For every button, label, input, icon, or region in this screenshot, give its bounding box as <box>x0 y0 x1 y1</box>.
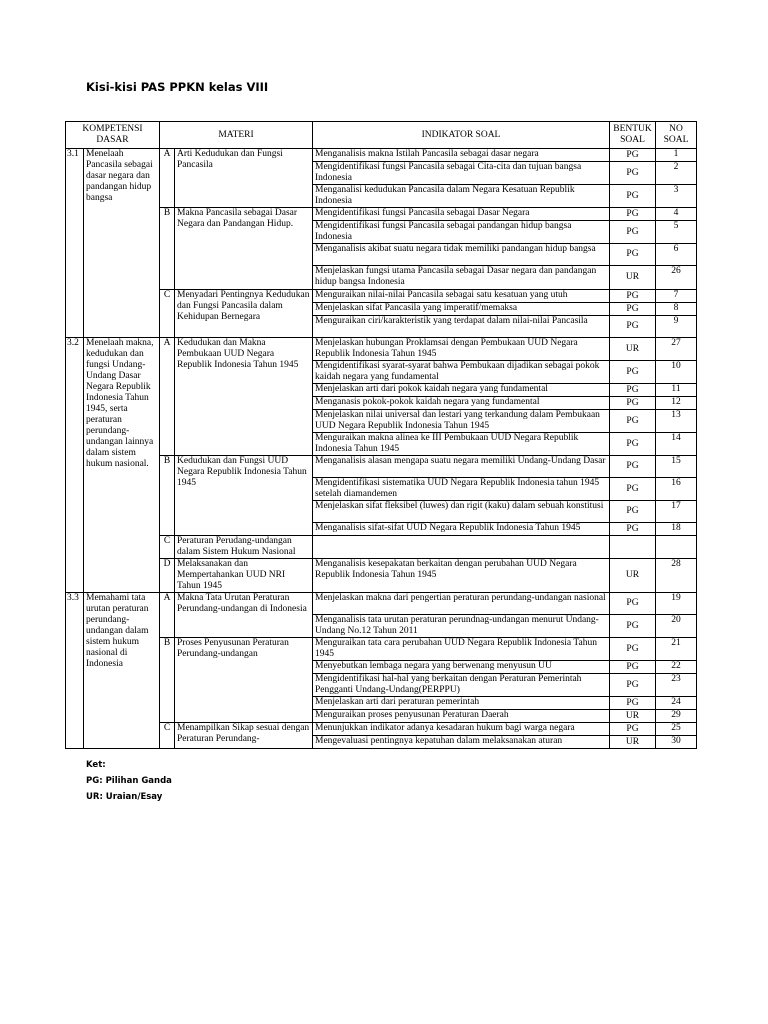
bentuk-cell: PG <box>610 593 656 615</box>
indikator-cell: Menganalisis makna Istilah Pancasila sebagai dasar negara <box>313 149 610 162</box>
table-row <box>66 456 697 478</box>
header-kompetensi-dasar: KOMPETENSI DASAR <box>66 122 160 149</box>
bentuk-cell: PG <box>610 221 656 244</box>
no-cell <box>656 536 697 559</box>
indikator-cell: Menguraikan nilai-nilai Pancasila sebagai satu kesatuan yang utuh <box>313 290 610 303</box>
indikator-cell: Menjelaskan fungsi utama Pancasila sebagai Dasar negara dan pandangan hidup bangsa Indonesia <box>313 266 610 290</box>
table-row <box>66 638 697 661</box>
table-row <box>66 723 697 736</box>
no-cell: 9 <box>656 316 697 338</box>
materi-letter: A <box>160 149 175 208</box>
no-cell: 3 <box>656 185 697 208</box>
bentuk-cell: UR <box>610 559 656 593</box>
bentuk-cell: UR <box>610 266 656 290</box>
legend-notes <box>86 757 172 805</box>
indikator-cell: Menganasis pokok-pokok kaidah negara yang fundamental <box>313 397 610 410</box>
table-row <box>66 290 697 303</box>
bentuk-cell: PG <box>610 674 656 697</box>
materi-text: Proses Penyusunan Peraturan Perundang-undangan <box>175 638 313 723</box>
table-row <box>66 559 697 593</box>
indikator-cell: Menyebutkan lembaga negara yang berwenang menyusun UU <box>313 661 610 674</box>
no-cell: 17 <box>656 501 697 523</box>
materi-letter: B <box>160 208 175 290</box>
bentuk-cell: PG <box>610 697 656 710</box>
no-cell: 29 <box>656 710 697 723</box>
indikator-cell: Menganalisi kedudukan Pancasila dalam Negara Kesatuan Republik Indonesia <box>313 185 610 208</box>
materi-letter: D <box>160 559 175 593</box>
bentuk-cell: PG <box>610 208 656 221</box>
header-bentuk-soal: BENTUK SOAL <box>610 122 656 149</box>
table-row <box>66 338 697 361</box>
indikator-cell: Mengidentifikasi fungsi Pancasila sebagai Cita-cita dan tujuan bangsa Indonesia <box>313 162 610 185</box>
no-cell: 23 <box>656 674 697 697</box>
bentuk-cell: PG <box>610 433 656 456</box>
bentuk-cell: PG <box>610 185 656 208</box>
bentuk-cell: PG <box>610 723 656 736</box>
no-cell: 26 <box>656 266 697 290</box>
bentuk-cell: PG <box>610 638 656 661</box>
kd-code: 3.3 <box>66 593 84 749</box>
kd-text: Menelaah makna, kedudukan dan fungsi Undang-Undang Dasar Negara Republik Indonesia Tahun 1945, serta peraturan perundang-undangan lainnya dalam sistem hukum nasional. <box>84 338 160 593</box>
bentuk-cell: PG <box>610 303 656 316</box>
indikator-cell: Menjelaskan makna dari pengertian peraturan perundang-undangan nasional <box>313 593 610 615</box>
bentuk-cell: PG <box>610 410 656 433</box>
no-cell: 19 <box>656 593 697 615</box>
indikator-cell: Mengevaluasi pentingnya kepatuhan dalam melaksanakan aturan <box>313 736 610 749</box>
indikator-cell: Menguraikan ciri/karakteristik yang terdapat dalam nilai-nilai Pancasila <box>313 316 610 338</box>
no-cell: 18 <box>656 523 697 536</box>
kd-text: Menelaah Pancasila sebagai dasar negara dan pandangan hidup bangsa <box>84 149 160 338</box>
materi-letter: A <box>160 338 175 456</box>
bentuk-cell: PG <box>610 661 656 674</box>
indikator-cell: Menguraikan makna alinea ke III Pembukaan UUD Negara Republik Indonesia Tahun 1945 <box>313 433 610 456</box>
indikator-cell: Menjelaskan arti dari peraturan pemerintah <box>313 697 610 710</box>
no-cell: 8 <box>656 303 697 316</box>
materi-letter: A <box>160 593 175 638</box>
no-cell: 14 <box>656 433 697 456</box>
bentuk-cell: PG <box>610 316 656 338</box>
materi-letter: C <box>160 723 175 749</box>
no-cell: 1 <box>656 149 697 162</box>
indikator-cell: Menganalisis kesepakatan berkaitan dengan perubahan UUD Negara Republik Indonesia Tahun 1945 <box>313 559 610 593</box>
no-cell: 22 <box>656 661 697 674</box>
indikator-cell: Mengidentifikasi fungsi Pancasila sebagai pandangan hidup bangsa Indonesia <box>313 221 610 244</box>
notes-ur: UR: Uraian/Esay <box>86 792 163 802</box>
no-cell: 20 <box>656 615 697 638</box>
table-row <box>66 593 697 615</box>
indikator-cell: Mengidentifikasi sistematika UUD Negara Republik Indonesia tahun 1945 setelah diamandemen <box>313 478 610 501</box>
no-cell: 30 <box>656 736 697 749</box>
indikator-cell: Menganalisis akibat suatu negara tidak memiliki pandangan hidup bangsa <box>313 244 610 266</box>
header-materi: MATERI <box>160 122 313 149</box>
bentuk-cell: PG <box>610 361 656 384</box>
kisi-kisi-table-container <box>65 121 696 749</box>
kisi-kisi-table <box>65 121 697 749</box>
no-cell: 24 <box>656 697 697 710</box>
kd-text: Memahami tata urutan peraturan perundang-undangan dalam sistem hukum nasional di Indonesia <box>84 593 160 749</box>
no-cell: 4 <box>656 208 697 221</box>
bentuk-cell: PG <box>610 615 656 638</box>
no-cell: 21 <box>656 638 697 661</box>
bentuk-cell: PG <box>610 149 656 162</box>
indikator-cell: Menjelaskan sifat fleksibel (luwes) dan rigit (kaku) dalam sebuah konstitusi <box>313 501 610 523</box>
materi-letter: C <box>160 536 175 559</box>
no-cell: 13 <box>656 410 697 433</box>
bentuk-cell: UR <box>610 736 656 749</box>
bentuk-cell: PG <box>610 501 656 523</box>
no-cell: 15 <box>656 456 697 478</box>
bentuk-cell: PG <box>610 478 656 501</box>
no-cell: 6 <box>656 244 697 266</box>
materi-letter: C <box>160 290 175 338</box>
table-row <box>66 149 697 162</box>
materi-text: Peraturan Perudang-undangan dalam Sistem Hukum Nasional <box>175 536 313 559</box>
indikator-cell: Menganalisis sifat-sifat UUD Negara Republik Indonesia Tahun 1945 <box>313 523 610 536</box>
notes-pg: PG: Pilihan Ganda <box>86 776 172 786</box>
indikator-cell: Mengidentifikasi fungsi Pancasila sebagai Dasar Negara <box>313 208 610 221</box>
no-cell: 12 <box>656 397 697 410</box>
bentuk-cell: UR <box>610 338 656 361</box>
no-cell: 7 <box>656 290 697 303</box>
no-cell: 28 <box>656 559 697 593</box>
indikator-cell: Menjelaskan hubungan Proklamsai dengan Pembukaan UUD Negara Republik Indonesia Tahun 1945 <box>313 338 610 361</box>
indikator-cell: Menjelaskan nilai universal dan lestari yang terkandung dalam Pembukaan UUD Negara Republik Indonesia Tahun 1945 <box>313 410 610 433</box>
no-cell: 2 <box>656 162 697 185</box>
bentuk-cell: PG <box>610 244 656 266</box>
kd-code: 3.1 <box>66 149 84 338</box>
no-cell: 16 <box>656 478 697 501</box>
bentuk-cell: PG <box>610 397 656 410</box>
materi-text: Makna Tata Urutan Peraturan Perundang-undangan di Indonesia <box>175 593 313 638</box>
indikator-cell: Menjelaskan arti dari pokok kaidah negara yang fundamental <box>313 384 610 397</box>
indikator-cell: Menganalisis tata urutan peraturan perundnag-undangan menurut Undang-Undang No.12 Tahun 2011 <box>313 615 610 638</box>
table-row <box>66 536 697 559</box>
materi-text: Menampilkan Sikap sesuai dengan Peraturan Perundang- <box>175 723 313 749</box>
table-row <box>66 208 697 221</box>
header-indikator-soal: INDIKATOR SOAL <box>313 122 610 149</box>
indikator-cell: Menganalisis alasan mengapa suatu negara memiliki Undang-Undang Dasar <box>313 456 610 478</box>
indikator-cell: Mengidentifikasi hal-hal yang berkaitan dengan Peraturan Pemerintah Pengganti Undang-Undang(PERPPU) <box>313 674 610 697</box>
indikator-cell: Menjelaskan sifat Pancasila yang imperatif/memaksa <box>313 303 610 316</box>
materi-text: Makna Pancasila sebagai Dasar Negara dan Pandangan Hidup. <box>175 208 313 290</box>
bentuk-cell: PG <box>610 523 656 536</box>
no-cell: 25 <box>656 723 697 736</box>
no-cell: 27 <box>656 338 697 361</box>
bentuk-cell: PG <box>610 162 656 185</box>
indikator-cell: Menunjukkan indikator adanya kesadaran hukum bagi warga negara <box>313 723 610 736</box>
indikator-cell: Mengidentifikasi syarat-syarat bahwa Pembukaan dijadikan sebagai pokok kaidah negara yang fundamental <box>313 361 610 384</box>
materi-text: Melaksanakan dan Mempertahankan UUD NRI Tahun 1945 <box>175 559 313 593</box>
materi-text: Kedudukan dan Fungsi UUD Negara Republik Indonesia Tahun 1945 <box>175 456 313 536</box>
page-title: Kisi-kisi PAS PPKN kelas VIII <box>86 80 269 94</box>
bentuk-cell: UR <box>610 710 656 723</box>
header-no-soal: NO SOAL <box>656 122 697 149</box>
bentuk-cell <box>610 536 656 559</box>
materi-text: Kedudukan dan Makna Pembukaan UUD Negara Republik Indonesia Tahun 1945 <box>175 338 313 456</box>
no-cell: 11 <box>656 384 697 397</box>
indikator-cell: Menguraikan tata cara perubahan UUD Negara Republik Indonesia Tahun 1945 <box>313 638 610 661</box>
indikator-cell: Menguraikan proses penyusunan Peraturan Daerah <box>313 710 610 723</box>
indikator-cell <box>313 536 610 559</box>
notes-heading: Ket: <box>86 760 106 770</box>
kd-code: 3.2 <box>66 338 84 593</box>
no-cell: 10 <box>656 361 697 384</box>
no-cell: 5 <box>656 221 697 244</box>
bentuk-cell: PG <box>610 456 656 478</box>
bentuk-cell: PG <box>610 384 656 397</box>
materi-letter: B <box>160 456 175 536</box>
materi-text: Menyadari Pentingnya Kedudukan dan Fungsi Pancasila dalam Kehidupan Bernegara <box>175 290 313 338</box>
materi-text: Arti Kedudukan dan Fungsi Pancasila <box>175 149 313 208</box>
materi-letter: B <box>160 638 175 723</box>
bentuk-cell: PG <box>610 290 656 303</box>
